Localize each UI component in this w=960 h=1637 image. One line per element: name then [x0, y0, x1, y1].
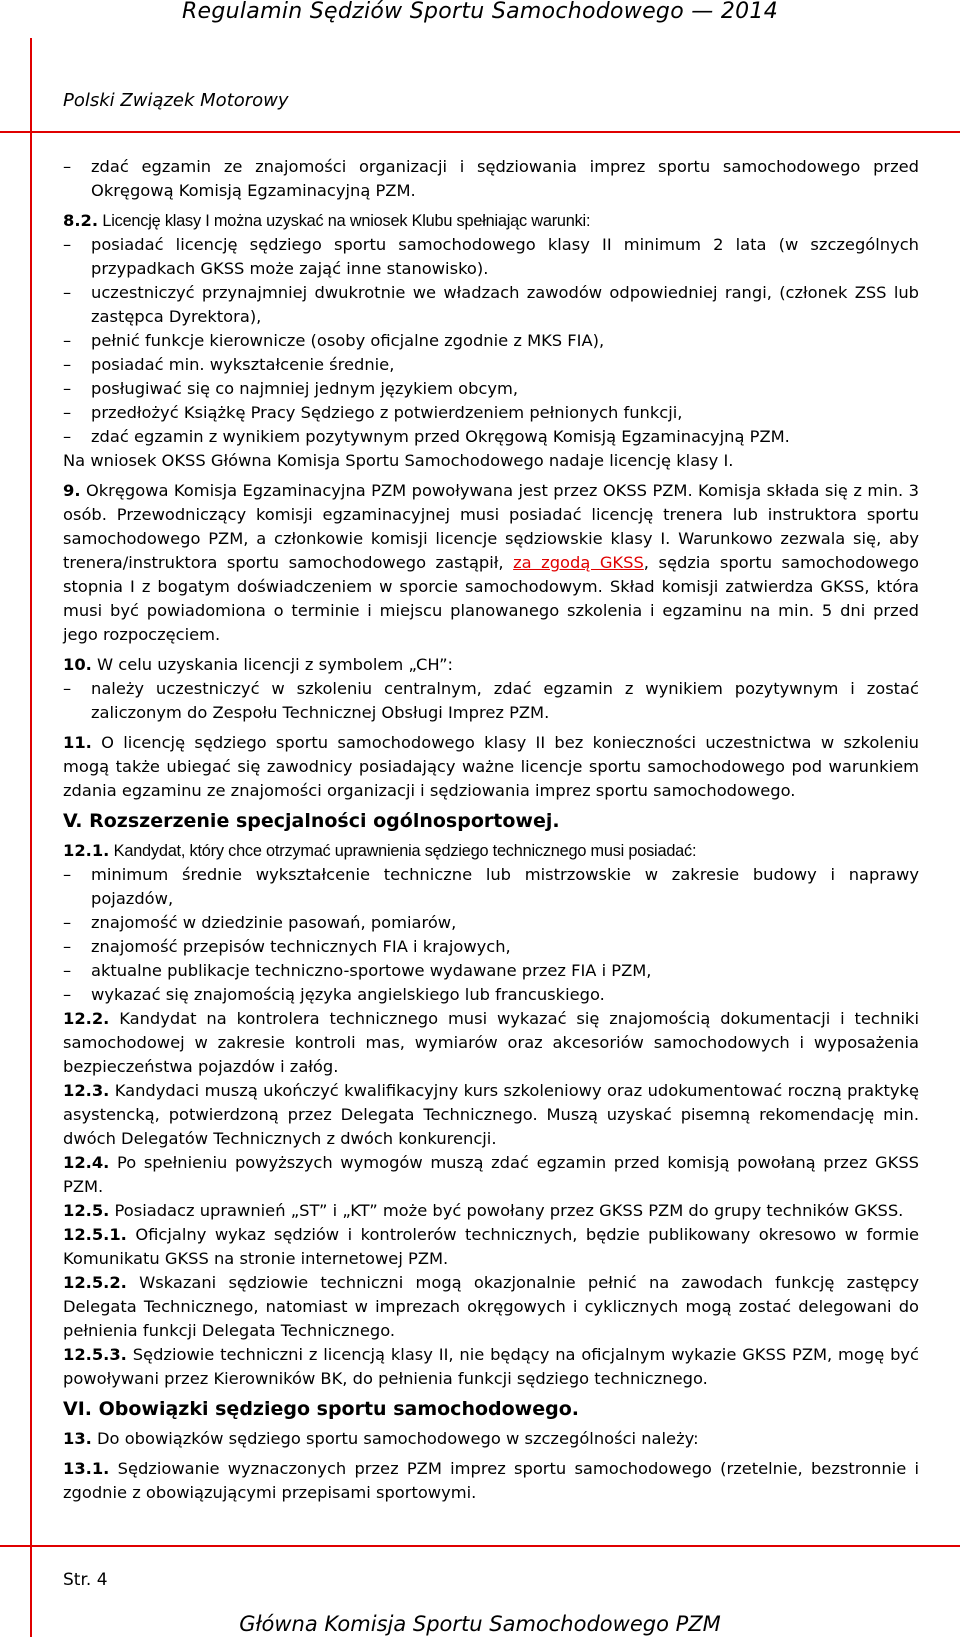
list-item: – zdać egzamin z wynikiem pozytywnym przed Okręgową Komisją Egzaminacyjną PZM. [63, 425, 919, 449]
section-number: 11. [63, 733, 92, 752]
section-number: 12.5.1. [63, 1225, 127, 1244]
list-item: – należy uczestniczyć w szkoleniu centralnym, zdać egzamin z wynikiem pozytywnym i zostać zaliczonym do Zespołu Technicznej Obsługi Imprez PZM. [63, 677, 919, 725]
paragraph-13 [63, 1427, 919, 1451]
paragraph-12-5-1 [63, 1223, 919, 1271]
paragraph-12-1 [63, 839, 919, 863]
paragraph-12-4 [63, 1151, 919, 1199]
paragraph-text: Kandydaci muszą ukończyć kwalifikacyjny kurs szkoleniowy oraz udokumentować roczną praktykę asystencką, potwierdzoną przez Delegata Technicznego. Muszą uzyskać pisemną rekomendację min. dwóch Delegatów Technicznych z dwóch konkurencji. [63, 1081, 919, 1148]
list-item: – aktualne publikacje techniczno-sportowe wydawane przez FIA i PZM, [63, 959, 919, 983]
paragraph-text: Wskazani sędziowie techniczni mogą okazjonalnie pełnić na zawodach funkcję zastępcy Delegata Technicznego, natomiast w imprezach okręgowych i cyklicznych mogą zostać delegowani do pełnienia funkcji Delegata Technicznego. [63, 1273, 919, 1340]
document-footer-title: Główna Komisja Sportu Samochodowego PZM [239, 1612, 721, 1636]
gkss-consent-link[interactable]: za zgodą GKSS [513, 553, 644, 572]
paragraph-text: Sędziowie techniczni z licencją klasy II, nie będący na oficjalnym wykazie GKSS PZM, mogę być powoływani przez Kierowników BK, do pełnienia funkcji sędziego technicznego. [63, 1345, 919, 1388]
list-item: – posługiwać się co najmniej jednym językiem obcym, [63, 377, 919, 401]
section-number: 10. [63, 655, 92, 674]
paragraph-text: Posiadacz uprawnień „ST” i „KT” może być powołany przez GKSS PZM do grupy techników GKSS. [109, 1201, 904, 1220]
paragraph-12-5-2 [63, 1271, 919, 1343]
list-item: – znajomość przepisów technicznych FIA i krajowych, [63, 935, 919, 959]
section-number: 12.2. [63, 1009, 110, 1028]
page-number: Str. 4 [63, 1570, 108, 1590]
paragraph-12-2 [63, 1007, 919, 1079]
list-item: – minimum średnie wykształcenie techniczne lub mistrzowskie w zakresie budowy i naprawy pojazdów, [63, 863, 919, 911]
paragraph-text: W celu uzyskania licencji z symbolem „CH”: [91, 655, 454, 674]
header-rule [0, 131, 960, 133]
paragraph-text: Licencję klasy I można uzyskać na wniosek Klubu spełniając warunki: [98, 212, 591, 230]
paragraph-9 [63, 479, 919, 647]
paragraph-10 [63, 653, 919, 677]
paragraph-12-5 [63, 1199, 919, 1223]
paragraph-text: Okręgowa Komisja Egzaminacyjna PZM powoływana jest przez OKSS PZM. Komisja składa się z min. 3 osób. Przewodniczący komisji egzaminacyjnej musi posiadać licencję trenera lub instruktora sportu samochodowego PZM, a członkowie komisji licencje sędziowskie klasy I. Warunkowo zezwala się, aby trenera/instruktora sportu samochodowego zastąpił, [63, 481, 919, 572]
paragraph-okss: Na wniosek OKSS Główna Komisja Sportu Samochodowego nadaje licencję klasy I. [63, 451, 734, 470]
paragraph-12-3 [63, 1079, 919, 1151]
section-number: 12.5.3. [63, 1345, 127, 1364]
paragraph-text: Kandydat na kontrolera technicznego musi wykazać się znajomością dokumentacji i techniki samochodowej w zakresie kontroli mas, wymiarów oraz akcesoriów samochodowych i wyposażenia bezpieczeństwa pojazdów i załóg. [63, 1009, 919, 1076]
paragraph-text: Kandydat, który chce otrzymać uprawnienia sędziego technicznego musi posiadać: [109, 842, 697, 860]
paragraph-12-5-3 [63, 1343, 919, 1391]
paragraph-text: Po spełnieniu powyższych wymogów muszą zdać egzamin przed komisją powołaną przez GKSS PZM. [63, 1153, 919, 1196]
section-number: 8.2. [63, 211, 99, 230]
list-item: – pełnić funkcje kierownicze (osoby oficjalne zgodnie z MKS FIA), [63, 329, 919, 353]
section-number: 12.5. [63, 1201, 110, 1220]
list-item: – posiadać min. wykształcenie średnie, [63, 353, 919, 377]
section-heading-v: V. Rozszerzenie specjalności ogólnosportowej. [63, 810, 560, 832]
paragraph-text: O licencję sędziego sportu samochodowego klasy II bez konieczności uczestnictwa w szkoleniu mogą także ubiegać się zawodnicy posiadający ważne licencje sportu samochodowego pod warunkiem zdania egzaminu ze znajomości organizacji i sędziowania imprez sportu samochodowego. [63, 733, 919, 800]
paragraph-text: Oficjalny wykaz sędziów i kontrolerów technicznych, będzie publikowany okresowo w formie Komunikatu GKSS na stronie internetowej PZM. [63, 1225, 919, 1268]
document-header-title: Regulamin Sędziów Sportu Samochodowego — 2014 [181, 0, 779, 24]
list-item: – znajomość w dziedzinie pasowań, pomiarów, [63, 911, 919, 935]
list-item: – wykazać się znajomością języka angielskiego lub francuskiego. [63, 983, 919, 1007]
list-item: – przedłożyć Książkę Pracy Sędziego z potwierdzeniem pełnionych funkcji, [63, 401, 919, 425]
paragraph-11 [63, 731, 919, 803]
section-number: 13. [63, 1429, 92, 1448]
list-item: – zdać egzamin ze znajomości organizacji i sędziowania imprez sportu samochodowego przed Okręgową Komisją Egzaminacyjną PZM. [63, 155, 919, 203]
list-item: – uczestniczyć przynajmniej dwukrotnie we władzach zawodów odpowiedniej rangi, (członek ZSS lub zastępca Dyrektora), [63, 281, 919, 329]
section-number: 12.1. [63, 841, 110, 860]
header-organization: Polski Związek Motorowy [63, 90, 289, 111]
paragraph-13-1 [63, 1457, 919, 1505]
section-heading-vi: VI. Obowiązki sędziego sportu samochodowego. [63, 1398, 579, 1420]
footer-rule [0, 1545, 960, 1547]
section-number: 13.1. [63, 1459, 110, 1478]
paragraph-8-2 [63, 209, 919, 233]
section-number: 9. [63, 481, 81, 500]
section-number: 12.4. [63, 1153, 110, 1172]
section-number: 12.5.2. [63, 1273, 127, 1292]
list-item: – posiadać licencję sędziego sportu samochodowego klasy II minimum 2 lata (w szczególnych przypadkach GKSS może zająć inne stanowisko). [63, 233, 919, 281]
paragraph-text: , sędzia sportu samochodowego stopnia I z bogatym doświadczeniem w sporcie samochodowym. Skład komisji zatwierdza GKSS, która musi być powiadomiona o terminie i miejscu planowanego szkolenia i egzaminu na min. 5 dni przed jego rozpoczęciem. [63, 553, 919, 644]
section-number: 12.3. [63, 1081, 110, 1100]
paragraph-text: Do obowiązków sędziego sportu samochodowego w szczególności należy: [91, 1429, 699, 1448]
paragraph-text: Sędziowanie wyznaczonych przez PZM imprez sportu samochodowego (rzetelnie, bezstronnie i zgodnie z obowiązującymi przepisami sportowymi. [63, 1459, 919, 1502]
margin-rule-vertical [30, 38, 32, 1637]
document-body [63, 155, 919, 1505]
